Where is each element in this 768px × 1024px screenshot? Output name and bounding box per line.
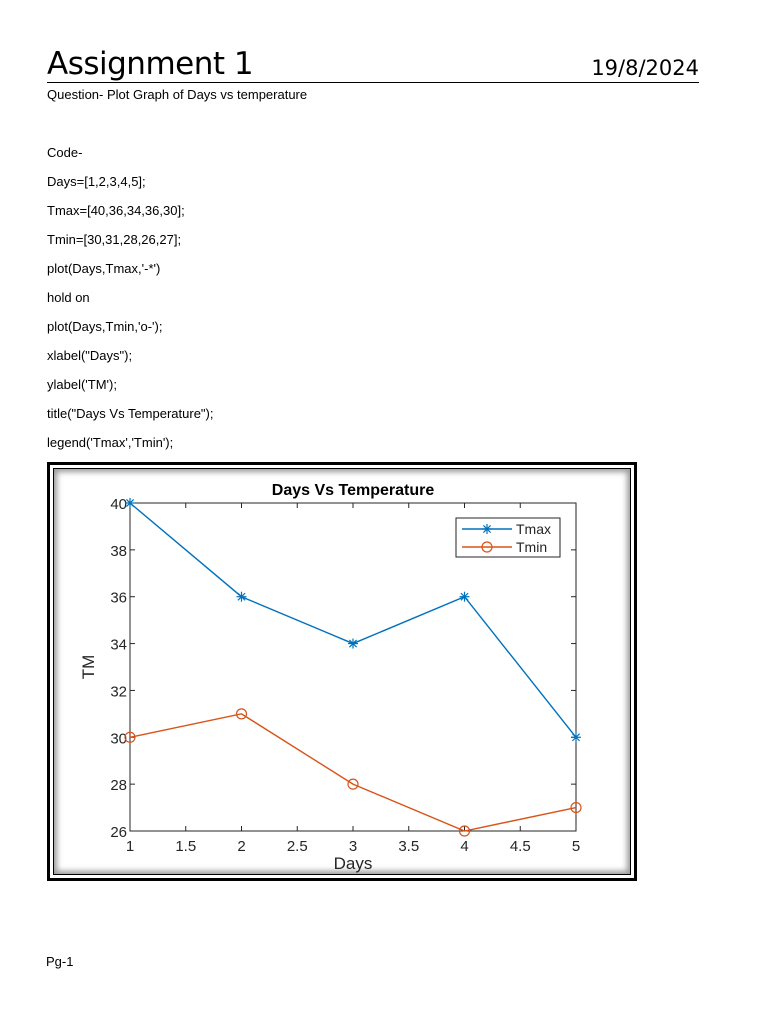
x-tick-label: 5 bbox=[571, 838, 581, 855]
x-tick-label: 3.5 bbox=[398, 838, 420, 855]
x-tick-label: 2.5 bbox=[286, 838, 308, 855]
line-chart bbox=[54, 469, 631, 875]
y-tick-label: 26 bbox=[110, 824, 127, 841]
document-date: 19/8/2024 bbox=[591, 56, 699, 80]
code-line: Code- bbox=[47, 145, 83, 160]
code-line: plot(Days,Tmin,'o-'); bbox=[47, 319, 163, 334]
document-header bbox=[47, 46, 699, 83]
x-tick-label: 2 bbox=[237, 838, 246, 855]
legend-label-tmax: Tmax bbox=[516, 521, 551, 537]
x-tick-label: 4.5 bbox=[509, 838, 531, 855]
x-tick-label: 4 bbox=[460, 838, 469, 855]
y-tick-label: 32 bbox=[110, 683, 127, 701]
data-point-tmax bbox=[237, 592, 247, 602]
y-tick-label: 34 bbox=[110, 636, 127, 654]
page-number: Pg-1 bbox=[46, 954, 74, 969]
chart-title: Days Vs Temperature bbox=[271, 482, 435, 499]
y-tick-label: 40 bbox=[110, 496, 127, 513]
code-line: plot(Days,Tmax,'-*') bbox=[47, 261, 161, 276]
data-point-tmax bbox=[460, 592, 470, 602]
data-point-tmax bbox=[571, 732, 581, 742]
document-title: Assignment 1 bbox=[47, 46, 254, 82]
chart-figure-inner bbox=[53, 468, 631, 875]
code-line: xlabel("Days"); bbox=[47, 348, 133, 363]
code-line: ylabel('TM'); bbox=[47, 377, 117, 392]
chart-figure bbox=[47, 462, 637, 881]
code-line: legend('Tmax','Tmin'); bbox=[47, 435, 174, 450]
y-tick-label: 38 bbox=[110, 542, 127, 560]
y-tick-label: 28 bbox=[110, 777, 127, 795]
code-block bbox=[47, 145, 214, 464]
y-tick-label: 30 bbox=[110, 730, 127, 748]
code-line: Days=[1,2,3,4,5]; bbox=[47, 174, 146, 189]
y-axis-label: TM bbox=[79, 654, 98, 680]
legend-marker-tmax bbox=[482, 524, 492, 534]
x-tick-label: 1 bbox=[125, 838, 135, 855]
data-point-tmax bbox=[348, 639, 358, 649]
code-line: Tmax=[40,36,34,36,30]; bbox=[47, 203, 185, 218]
question-text: Question- Plot Graph of Days vs temperature bbox=[47, 87, 308, 102]
code-line: hold on bbox=[47, 290, 90, 305]
x-tick-label: 3 bbox=[348, 838, 358, 855]
data-point-tmax bbox=[125, 498, 135, 508]
y-tick-label: 36 bbox=[110, 589, 127, 607]
x-tick-label: 1.5 bbox=[175, 838, 197, 855]
legend-label-tmin: Tmin bbox=[516, 539, 548, 555]
code-line: title("Days Vs Temperature"); bbox=[47, 406, 214, 421]
code-line: Tmin=[30,31,28,26,27]; bbox=[47, 232, 182, 247]
x-axis-label: Days bbox=[333, 854, 373, 873]
